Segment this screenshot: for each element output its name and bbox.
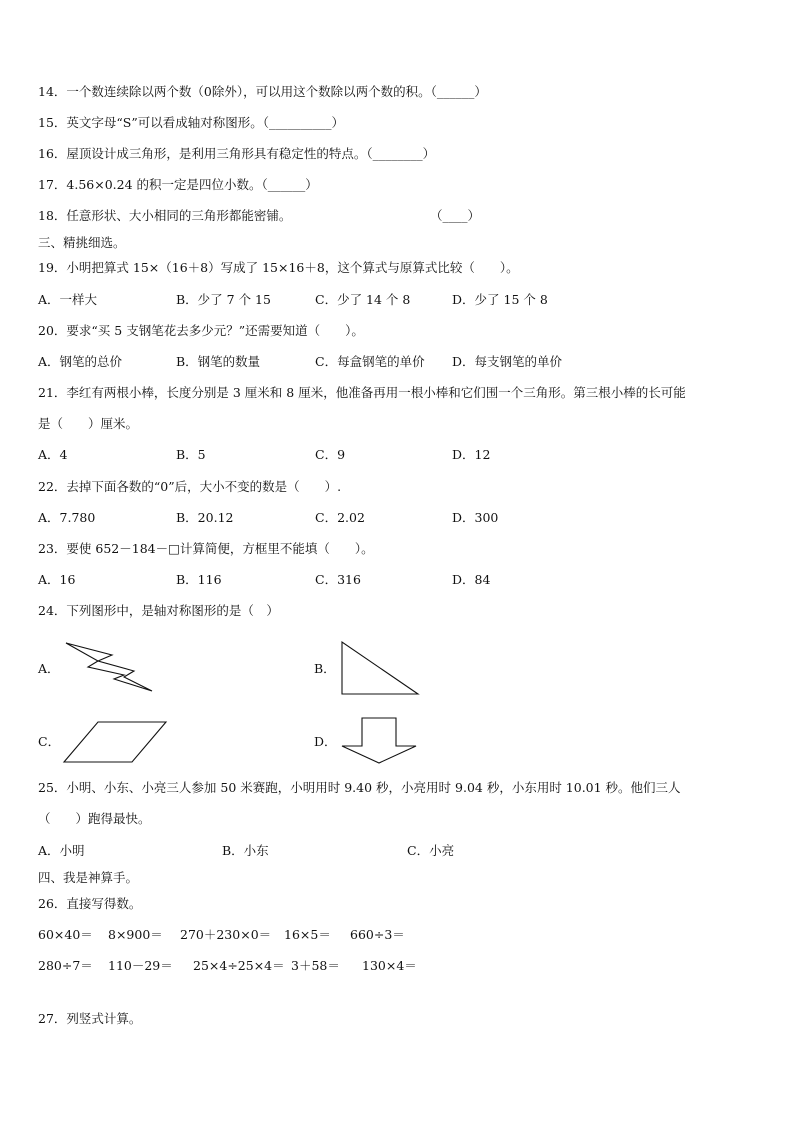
q22-option-a: A．7.780 <box>38 510 96 525</box>
section-4-heading: 四、我是神算手。 <box>38 870 139 885</box>
q21-option-c: C．9 <box>315 447 346 462</box>
q24-label-c: C． <box>38 734 61 749</box>
question-20: 20．要求“买 5 支钢笔花去多少元？”还需要知道（ ）。 <box>38 323 364 338</box>
question-26: 26．直接写得数。 <box>38 896 142 911</box>
down-arrow-figure <box>338 716 420 766</box>
lightning-bolt-figure <box>62 639 156 695</box>
question-23: 23．要使 652－184－□计算简便，方框里不能填（ ）。 <box>38 541 374 556</box>
q20-option-b: B．钢笔的数量 <box>176 354 261 369</box>
q23-option-c: C．316 <box>315 572 361 587</box>
q21-option-a: A．4 <box>38 447 68 462</box>
q24-label-a: A． <box>38 661 60 676</box>
q26-item: 660÷3＝ <box>350 927 405 942</box>
q24-label-b: B． <box>314 661 336 676</box>
question-24: 24．下列图形中，是轴对称图形的是（ ） <box>38 603 279 618</box>
q26-item: 16×5＝ <box>284 927 331 942</box>
question-27: 27．列竖式计算。 <box>38 1011 142 1026</box>
q26-item: 25×4÷25×4＝ <box>193 958 285 973</box>
question-16: 16．屋顶设计成三角形，是利用三角形具有稳定性的特点。（________） <box>38 146 436 161</box>
question-25-line-1: 25．小明、小东、小亮三人参加 50 米赛跑，小明用时 9.40 秒，小亮用时 9.04 秒，小东用时 10.01 秒。他们三人 <box>38 780 681 795</box>
q20-option-c: C．每盒钢笔的单价 <box>315 354 425 369</box>
q25-option-c: C．小亮 <box>407 843 455 858</box>
q22-option-d: D．300 <box>452 510 499 525</box>
q26-item: 3＋58＝ <box>291 958 340 973</box>
q19-option-d: D．少了 15 个 8 <box>452 292 548 307</box>
q24-label-d: D． <box>314 734 337 749</box>
section-3-heading: 三、精挑细选。 <box>38 235 126 250</box>
q26-item: 60×40＝ <box>38 927 93 942</box>
q25-option-a: A．小明 <box>38 843 85 858</box>
question-25-line-2: （ ）跑得最快。 <box>38 811 151 826</box>
q22-option-b: B．20.12 <box>176 510 234 525</box>
q19-option-b: B．少了 7 个 15 <box>176 292 271 307</box>
q23-option-a: A．16 <box>38 572 76 587</box>
q25-option-b: B．小东 <box>222 843 269 858</box>
q21-option-b: B．5 <box>176 447 206 462</box>
question-22: 22．去掉下面各数的“0”后，大小不变的数是（ ）. <box>38 479 342 494</box>
q21-option-d: D．12 <box>452 447 491 462</box>
question-15: 15．英文字母“S”可以看成轴对称图形。（__________） <box>38 115 345 130</box>
question-21-line-2: 是（ ）厘米。 <box>38 416 139 431</box>
right-triangle-figure <box>338 638 422 698</box>
question-18: 18．任意形状、大小相同的三角形都能密铺。 <box>38 208 292 223</box>
q26-item: 280÷7＝ <box>38 958 93 973</box>
q23-option-d: D．84 <box>452 572 491 587</box>
parallelogram-figure <box>62 718 170 766</box>
question-17: 17．4.56×0.24 的积一定是四位小数。（______） <box>38 177 318 192</box>
q26-item: 110－29＝ <box>108 958 173 973</box>
question-14: 14．一个数连续除以两个数（0除外），可以用这个数除以两个数的积。（______） <box>38 84 487 99</box>
question-21-line-1: 21．李红有两根小棒，长度分别是 3 厘米和 8 厘米，他准备再用一根小棒和它们围一个三角形。第三根小棒的长可能 <box>38 385 686 400</box>
q26-item: 130×4＝ <box>362 958 417 973</box>
q19-option-c: C．少了 14 个 8 <box>315 292 411 307</box>
q20-option-a: A．钢笔的总价 <box>38 354 123 369</box>
q22-option-c: C．2.02 <box>315 510 365 525</box>
question-18-blank: （____） <box>430 208 481 223</box>
q26-item: 270＋230×0＝ <box>180 927 272 942</box>
q20-option-d: D．每支钢笔的单价 <box>452 354 563 369</box>
q23-option-b: B．116 <box>176 572 222 587</box>
q19-option-a: A．一样大 <box>38 292 98 307</box>
q26-item: 8×900＝ <box>108 927 163 942</box>
question-19: 19．小明把算式 15×（16＋8）写成了 15×16＋8，这个算式与原算式比较（ ）。 <box>38 260 519 275</box>
